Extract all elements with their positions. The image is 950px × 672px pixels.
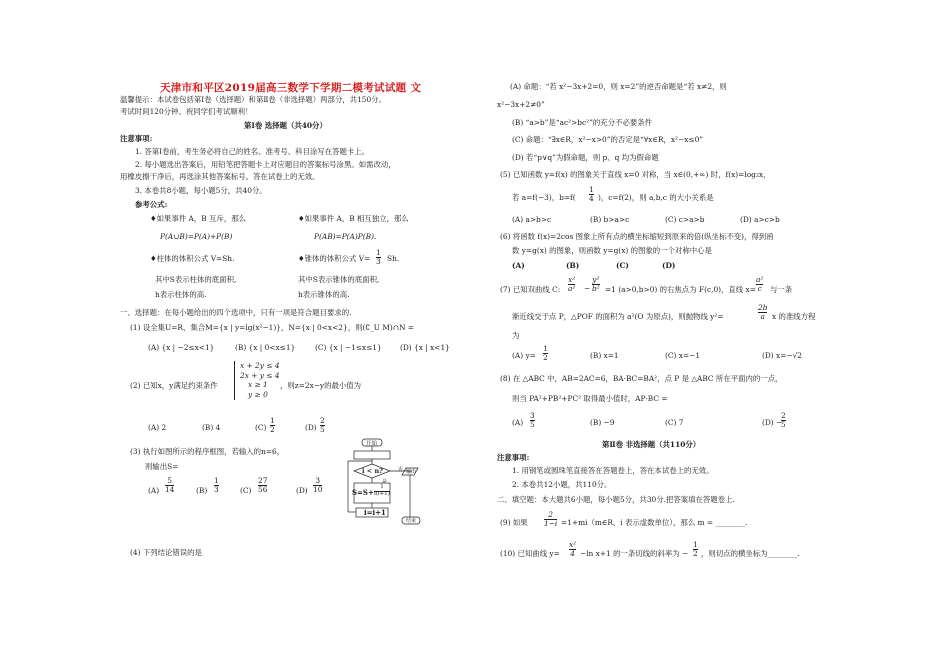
q2-option-d: (D) (305, 423, 317, 432)
q5-option-a: (A) a>b>c (512, 215, 552, 224)
q8-option-d-fraction: 2 5 (781, 411, 786, 429)
flow-yes-label: 是 (382, 479, 388, 485)
q4-option-a-2: x²−3x+2≠0” (497, 100, 545, 109)
question-10-c: ，则切点的横坐标为________. (701, 549, 800, 558)
q2-option-d-fraction: 2 5 (320, 416, 325, 434)
question-5-c: )，c=f(2)，则 a,b,c 的大小关系是 (598, 193, 714, 202)
flow-end-label: 结束 (406, 518, 417, 524)
q6-option-d: (D) (662, 261, 676, 270)
formula-4-tail: Sh. (387, 254, 400, 263)
formula-1b: P(A∪B)=P(A)+P(B) (160, 232, 233, 241)
notice-heading: 注意事项: (120, 134, 153, 143)
question-10: (10) 已知曲线 y= (500, 549, 560, 558)
q5-option-b: (B) b>a>c (590, 215, 630, 224)
flow-start-label: 开始 (366, 441, 378, 447)
flow-output-label: 输出 (406, 469, 417, 475)
q8-option-d: (D) − (762, 418, 783, 427)
question-1: (1) 设全集U=R，集合M={x | y=lg(x²−1)}，N={x | 0<x<2}，则(∁_U M)∩N = (130, 323, 414, 332)
formulas-heading: 参考公式: (135, 200, 168, 209)
question-7: (7) 已知双曲线 C: (500, 285, 561, 294)
question-7-c: 与一条 (770, 285, 793, 294)
page-title: 天津市和平区2019届高三数学下学期二模考试试题 文 (160, 82, 422, 94)
formula-3c: h表示柱体的高. (155, 290, 207, 299)
intro-line-1: 温馨提示：本试卷包括第Ⅰ卷（选择题）和第Ⅱ卷（非选择题）两部分，共150分。 (120, 95, 386, 104)
q4-option-b: (B) “a>b”是“ac²>bc²”的充分不必要条件 (512, 118, 653, 127)
q1-option-b: (B) {x | 0<x≤1} (235, 343, 296, 352)
flow-inc-label: i=i+1 (364, 508, 386, 517)
question-7-e: x 的准线方程 (772, 312, 816, 321)
q2-option-b: (B) 4 (202, 423, 221, 432)
question-6: (6) 将函数 f(x)=2cos 图象上所有点的横坐标缩短到原来的倍(纵坐标不变)，得到函 (500, 232, 774, 241)
q3-option-c-fraction: 27 56 (258, 476, 268, 494)
formula-2b: P(AB)=P(A)P(B). (314, 232, 377, 241)
q1-option-d: (D) {x | x<1} (400, 343, 450, 352)
part1-heading: 第Ⅰ卷 选择题（共40分） (244, 121, 327, 130)
question-4: (4) 下列结论错误的是 (130, 548, 202, 557)
q8-option-c: (C) 7 (665, 418, 684, 427)
formula-4b: 其中S表示锥体的底面积, (298, 275, 380, 284)
q2-option-a: (A) 2 (148, 423, 167, 432)
q9-fraction: 2 1−i (544, 510, 558, 528)
part2-heading: 第Ⅱ卷 非选择题（共110分） (602, 440, 701, 449)
section-1-heading: 一、选择题：在每小题给出的四个选项中，只有一项是符合题目要求的. (120, 308, 352, 317)
q5-option-c: (C) c>a>b (665, 215, 705, 224)
q3-option-d: (D) (296, 486, 308, 495)
question-3-b: 则输出S= (145, 462, 179, 471)
q7-option-c: (C) x=−1 (665, 351, 701, 360)
q7-option-b: (B) x=1 (590, 351, 619, 360)
q2-constraint-system: x + 2y ≤ 4 2x + y ≤ 4 x ≥ 1 y ≥ 0 (234, 361, 280, 400)
formula-3a: ♦柱体的体积公式 V=Sh. (150, 254, 235, 263)
q3-option-b: (B) (196, 486, 208, 495)
q5-option-d: (D) a>c>b (740, 215, 780, 224)
notice-item-2a: 2. 每小题选出答案后，用铅笔把答题卡上对应题目的答案标号涂黑。如需改动， (135, 160, 396, 169)
formula-1a: ♦如果事件 A，B 互斥，那么 (150, 214, 246, 223)
question-9: (9) 如果 (500, 518, 528, 527)
q1-option-a: (A) {x | −2≤x<1} (148, 343, 215, 352)
q3-option-b-fraction: 1 3 (214, 476, 219, 494)
flow-init-box (354, 451, 390, 459)
q2-option-c: (C) (255, 423, 267, 432)
q4-option-d: (D) 若“p∨q”为假命题，则 p、q 均为假命题 (512, 153, 659, 162)
exam-page: 天津市和平区2019届高三数学下学期二模考试试题 文 温馨提示：本试卷包括第Ⅰ卷（选择题）和第Ⅱ卷（非选择题）两部分，共150分。 考试时间120分钟。祝同学们考试顺利！ 第Ⅰ卷 选择题（共40分） 注意事项: 1. 答第Ⅰ卷前，考生务必将自己的姓名、准考号、科目涂写在答题卡上。 2. 每小题选出答案后，用铅笔把答题卡上对应题目的答案标号涂黑。如需改动， 用橡皮擦干净后，再选涂其他答案标号。答在试卷上的无效。 3. 本卷共8小题，每小题5分，共40分。 参考公式: ♦如果事件 A，B 互斥，那么 P(A∪B)=P(A)+P(B) ♦如果事件 A，B 相互独立，那么 P(AB)=P(A)P(B). ♦柱体的体积公式 V=Sh. ♦锥体的体积公式 V= 1 3 Sh. 其中S表示柱体的底面积, h表示柱体的高. 其中S表示锥体的底面积, h表示锥体的高. 一、选择题：在每小题给出的四个选项中，只有一项是符合题目要求的. (1) 设全集U=R，集合M={x | y=lg(x²−1)}，N={x | 0<x<2}，则(∁_U M)∩N = (A) {x | −2≤x<1} (B) {x | 0<x≤1} (C) {x | −1≤x≤1} (D) {x | x<1} (2) 已知x，y满足约束条件 x + 2y ≤ 4 2x + y ≤ 4 x ≥ 1 y ≥ 0 ，则z=2x−y的最小值为 (A) 2 (B) 4 (C) 1 2 (D) 2 5 (3) 执行如图所示的程序框图，若输入的n=6， 则输出S= (A) 5 14 (B) 1 3 (C) 27 56 (D) 3 10 (4) 下列结论错误的是 开始 i < n? 是 否 S=S+ 1 i(i+1) i=i+1 输出 结束 (A) 命题：“若 x²−3x+2=0，则 x=2”的逆否命题是“若 x≠2，则 x²−3x+2≠0” (B) “a>b”是“ac²>bc²”的充分不必要条件 (C) 命题：“∃x∈R，x²−x>0”的否定是“∀x∈R，x²−x≤0” (D) 若“p∨q”为假命题，则 p、q 均为假命题 (5) 已知函数 y=f(x) 的图象关于直线 x=0 对称，当 x∈(0,+∞) 时，f(x)=log₂x， 若 a=f(−3)，b=f( 1 4 )，c=f(2)，则 a,b,c 的大小关系是 (A) a>b>c (B) b>a>c (C) c>a>b (D) a>c>b (6) 将函数 f(x)=2cos 图象上所有点的横坐标缩短到原来的倍(纵坐标不变)，得到函 数 y=g(x) 的图象，则函数 y=g(x) 的图象的一个对称中心是 (A) (B) (C) (D) (7) 已知双曲线 C: x² a² − y² b² =1 (a>0,b>0) 的右焦点为 F(c,0)，直线 x= a² c 与一条 渐近线交于点 P，△POF 的面积为 a²(O 为原点)，则抛物线 y²= 2b a x 的准线方程 为 (A) y= 1 2 (B) x=1 (C) x=−1 (D) x=−√2 (8) 在 △ABC 中，AB=2AC=6，BA·BC=BA²，点 P 是 △ABC 所在平面内的一点， 则当 PA²+PB²+PC² 取得最小值时，AP·BC = (A) 3 5 (B) −9 (C) 7 (D) − 2 5 第Ⅱ卷 非选择题（共110分） 注意事项: 1. 用钢笔或圆珠笔直接答在答题卷上，答在本试卷上的无效。 2. 本卷共12小题，共110分。 二、填空题：本大题共6小题，每小题5分，共30分.把答案填在答题卷上. (9) 如果 2 1−i =1+mi（m∈R，i 表示虚数单位），那么 m = ________. (10) 已知曲线 y= x² 4 −ln x+1 的一条切线的斜率为 − 1 2 ，则切点的横坐标为________. (120, 82, 816, 558)
flowchart (342, 439, 456, 531)
q7-fraction-3: a² c (756, 275, 764, 293)
question-3: (3) 执行如图所示的程序框图，若输入的n=6， (130, 447, 285, 456)
notice2-heading: 注意事项: (497, 453, 530, 462)
q7-option-d: (D) x=−√2 (762, 351, 803, 360)
question-8: (8) 在 △ABC 中，AB=2AC=6，BA·BC=BA²，点 P 是 △ABC 所在平面内的一点， (500, 374, 783, 383)
question-6-b: 数 y=g(x) 的图象，则函数 y=g(x) 的图象的一个对称中心是 (512, 246, 712, 255)
question-7-f: 为 (512, 331, 520, 340)
question-7-d: 渐近线交于点 P，△POF 的面积为 a²(O 为原点)，则抛物线 y²= (512, 312, 724, 321)
q4-option-a-1: (A) 命题：“若 x²−3x+2=0，则 x=2”的逆否命题是“若 x≠2，则 (510, 82, 727, 91)
notice-item-1: 1. 答第Ⅰ卷前，考生务必将自己的姓名、准考号、科目涂写在答题卡上。 (135, 147, 370, 156)
formula-4c: h表示锥体的高. (298, 290, 350, 299)
q5-fraction: 1 4 (589, 185, 594, 203)
notice-item-3: 3. 本卷共8小题，每小题5分，共40分。 (135, 186, 267, 195)
q7-fraction-1: x² a² (568, 275, 576, 293)
q2-option-c-fraction: 1 2 (270, 416, 275, 434)
notice-item-2b: 用橡皮擦干净后，再选涂其他答案标号。答在试卷上的无效。 (120, 172, 320, 181)
question-7-b: =1 (a>0,b>0) 的右焦点为 F(c,0)，直线 x= (605, 285, 756, 294)
formula-4a: ♦锥体的体积公式 V= (298, 254, 371, 263)
question-2: (2) 已知x，y满足约束条件 (130, 381, 218, 390)
formula-2a: ♦如果事件 A，B 相互独立，那么 (298, 214, 409, 223)
q7-fraction-4: 2b a (758, 303, 768, 321)
question-5: (5) 已知函数 y=f(x) 的图象关于直线 x=0 对称，当 x∈(0,+∞) 时，f(x)=log₂x， (500, 170, 771, 179)
q4-option-c: (C) 命题：“∃x∈R，x²−x>0”的否定是“∀x∈R，x²−x≤0” (512, 135, 704, 144)
question-8-b: 则当 PA²+PB²+PC² 取得最小值时，AP·BC = (512, 394, 668, 403)
flow-no-label: 否 (398, 467, 404, 473)
q10-fraction-2: 1 2 (693, 540, 698, 558)
q1-option-c: (C) {x | −1≤x≤1} (315, 343, 382, 352)
q7-option-a-fraction: 1 2 (543, 344, 548, 362)
q6-option-c: (C) (616, 261, 629, 270)
q3-option-d-fraction: 3 10 (313, 476, 323, 494)
formula-3b: 其中S表示柱体的底面积, (155, 275, 237, 284)
q6-option-a: (A) (512, 261, 525, 270)
q8-option-a-fraction: 3 5 (530, 411, 535, 429)
notice2-item-2: 2. 本卷共12小题，共110分。 (512, 480, 612, 489)
question-9-b: =1+mi（m∈R，i 表示虚数单位），那么 m = ________. (561, 518, 748, 527)
q3-option-a-fraction: 5 14 (165, 476, 175, 494)
q3-option-a: (A) (148, 486, 160, 495)
formula-4-fraction: 1 3 (376, 248, 381, 266)
q8-option-b: (B) −9 (590, 418, 615, 427)
notice2-item-1: 1. 用钢笔或圆珠笔直接答在答题卷上，答在本试卷上的无效。 (512, 466, 714, 475)
question-10-b: −ln x+1 的一条切线的斜率为 − (580, 549, 689, 558)
question-5-b: 若 a=f(−3)，b=f( (512, 193, 576, 202)
flow-sum-label: S=S+ (352, 488, 374, 497)
question-2-tail: ，则z=2x−y的最小值为 (280, 381, 362, 390)
section-2-heading: 二、填空题：本大题共6小题，每小题5分，共30分.把答案填在答题卷上. (497, 495, 735, 504)
q6-option-b: (B) (566, 261, 580, 270)
q3-option-c: (C) (240, 486, 252, 495)
q10-fraction-1: x² 4 (569, 540, 577, 558)
q7-option-a: (A) y= (512, 351, 536, 360)
q8-option-a: (A) (512, 418, 524, 427)
q7-fraction-2: y² b² (592, 275, 600, 293)
flow-sum-fraction: 1 i(i+1) (374, 484, 390, 497)
flow-decision-label: i < n? (362, 467, 383, 475)
intro-line-2: 考试时间120分钟。祝同学们考试顺利！ (120, 107, 253, 116)
